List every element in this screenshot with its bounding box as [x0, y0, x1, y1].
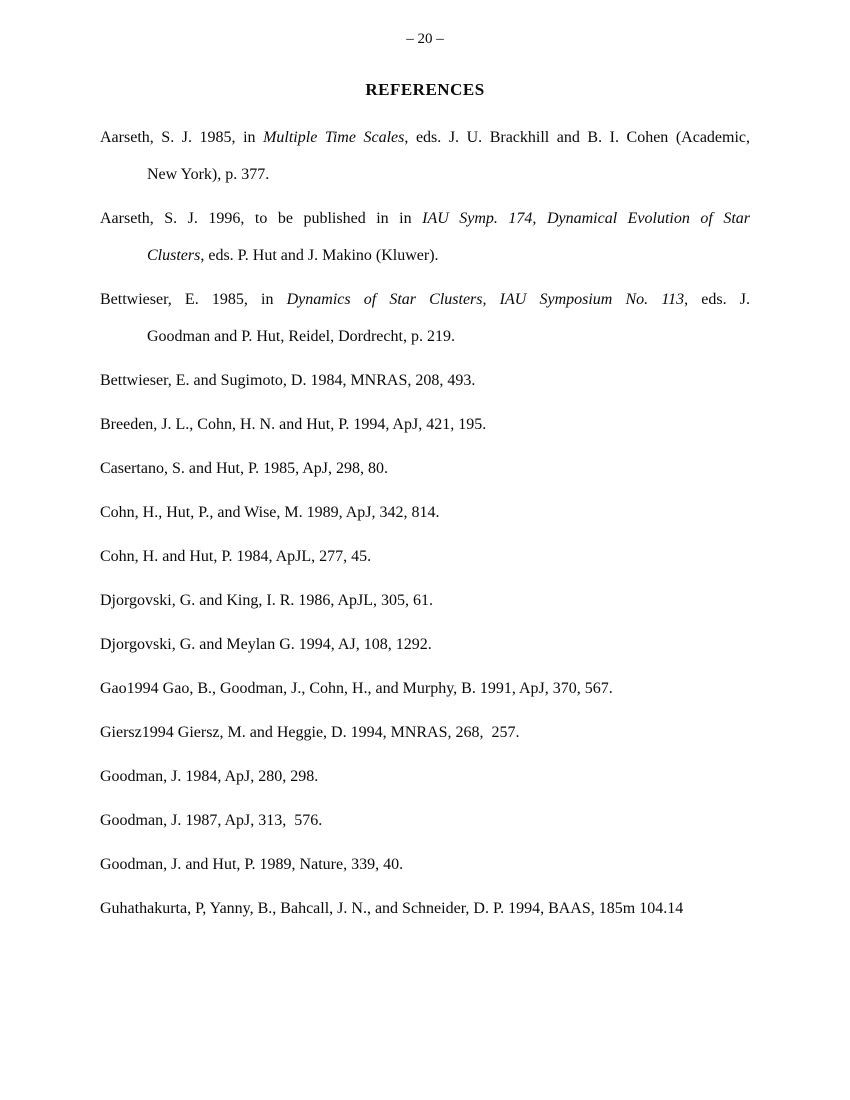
reference-line [147, 318, 750, 355]
page-number: – 20 – [406, 31, 444, 47]
reference-title-italic: Dynamics of Star Clusters, IAU Symposium No. 113 [286, 291, 685, 308]
reference-line [147, 156, 750, 193]
reference-line [100, 582, 750, 619]
reference-text: Djorgovski, G. and Meylan G. 1994, AJ, 108, 1292. [100, 636, 432, 653]
reference-text: Aarseth, S. J. 1985, in [100, 129, 264, 146]
reference-text: , eds. P. Hut and J. Makino (Kluwer). [200, 247, 439, 264]
reference-entry [100, 890, 750, 927]
reference-entry [100, 538, 750, 575]
reference-text: New York), p. 377. [147, 166, 270, 183]
reference-title-italic: Multiple Time Scales [263, 129, 405, 146]
reference-text: Guhathakurta, P, Yanny, B., Bahcall, J. N., and Schneider, D. P. 1994, BAAS, 185m 104.14 [100, 900, 684, 917]
reference-entry [100, 494, 750, 531]
reference-entry [100, 758, 750, 795]
reference-entry [100, 846, 750, 883]
reference-line [100, 802, 750, 839]
reference-text: Casertano, S. and Hut, P. 1985, ApJ, 298, 80. [100, 460, 388, 477]
reference-line [147, 237, 750, 274]
reference-entry [100, 670, 750, 707]
reference-line [100, 281, 750, 318]
reference-line [100, 758, 750, 795]
reference-line [100, 846, 750, 883]
reference-line [100, 494, 750, 531]
reference-text: Gao1994 Gao, B., Goodman, J., Cohn, H., and Murphy, B. 1991, ApJ, 370, 567. [100, 680, 613, 697]
reference-text: Goodman, J. 1987, ApJ, 313, 576. [100, 812, 323, 829]
reference-line [100, 406, 750, 443]
reference-line [100, 538, 750, 575]
reference-line [100, 362, 750, 399]
reference-entry [100, 582, 750, 619]
reference-title-italic: IAU Symp. 174, Dynamical Evolution of Star [422, 210, 750, 227]
reference-text: , eds. J. [684, 291, 750, 308]
reference-entry [100, 714, 750, 751]
reference-text: Aarseth, S. J. 1996, to be published in in [100, 210, 423, 227]
reference-text: Goodman, J. 1984, ApJ, 280, 298. [100, 768, 319, 785]
reference-text: , eds. J. U. Brackhill and B. I. Cohen (Academic, [404, 129, 751, 146]
reference-line [100, 626, 750, 663]
reference-entry [100, 281, 750, 355]
reference-entry [100, 626, 750, 663]
reference-text: Breeden, J. L., Cohn, H. N. and Hut, P. 1994, ApJ, 421, 195. [100, 416, 487, 433]
reference-line [100, 450, 750, 487]
reference-entry [100, 119, 750, 193]
reference-line [100, 119, 750, 156]
reference-entry [100, 450, 750, 487]
reference-entry [100, 362, 750, 399]
reference-line [100, 890, 750, 927]
reference-text: Goodman, J. and Hut, P. 1989, Nature, 339, 40. [100, 856, 404, 873]
reference-text: Giersz1994 Giersz, M. and Heggie, D. 1994, MNRAS, 268, 257. [100, 724, 520, 741]
reference-line [100, 200, 750, 237]
reference-text: Cohn, H. and Hut, P. 1984, ApJL, 277, 45. [100, 548, 372, 565]
reference-line [100, 670, 750, 707]
reference-entry [100, 406, 750, 443]
reference-title-italic: Clusters [147, 247, 201, 264]
reference-text: Bettwieser, E. 1985, in [100, 291, 287, 308]
reference-text: Bettwieser, E. and Sugimoto, D. 1984, MNRAS, 208, 493. [100, 372, 476, 389]
references-heading: REFERENCES [365, 80, 485, 99]
references-list [100, 119, 750, 927]
reference-text: Cohn, H., Hut, P., and Wise, M. 1989, ApJ, 342, 814. [100, 504, 440, 521]
reference-entry [100, 200, 750, 274]
reference-text: Goodman and P. Hut, Reidel, Dordrecht, p. 219. [147, 328, 455, 345]
reference-text: Djorgovski, G. and King, I. R. 1986, ApJL, 305, 61. [100, 592, 434, 609]
reference-line [100, 714, 750, 751]
reference-entry [100, 802, 750, 839]
